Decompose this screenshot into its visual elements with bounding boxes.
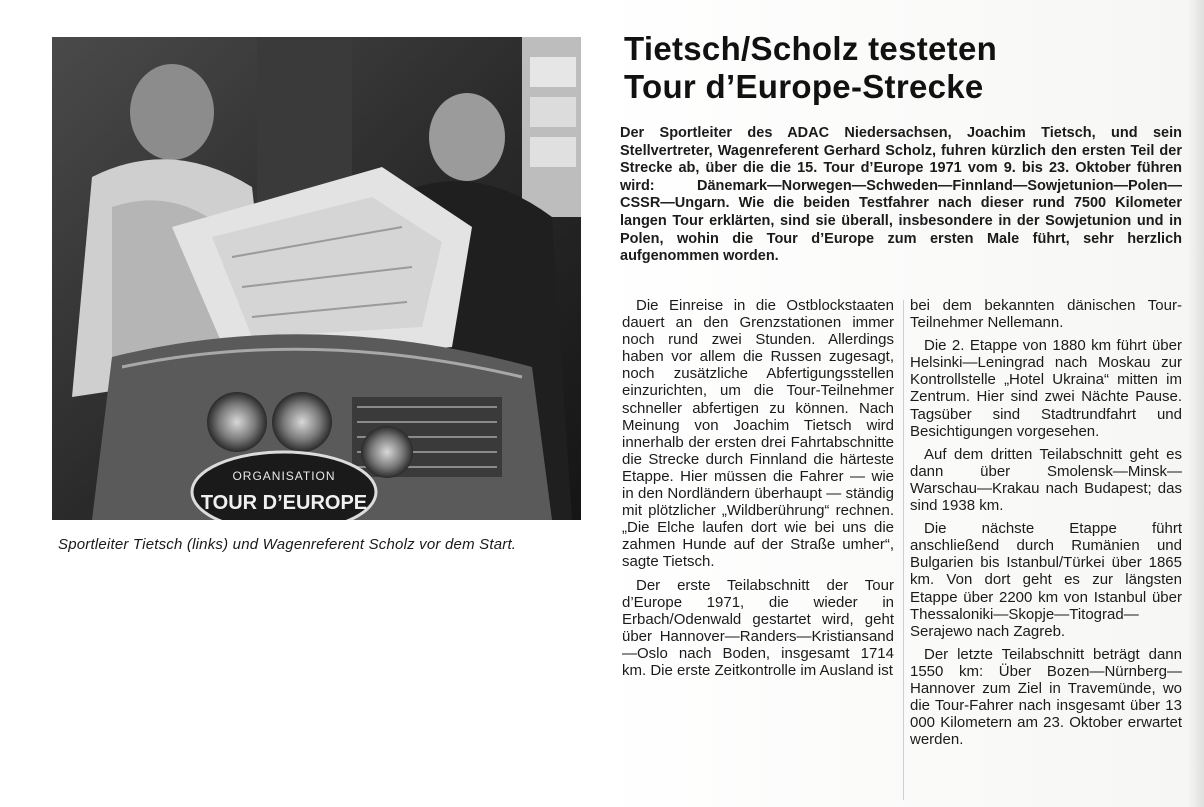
badge-top-text: ORGANISATION (232, 469, 336, 483)
article-photo (52, 37, 581, 520)
body-paragraph: Die Einreise in die Ostblockstaaten dauert an den Grenzstationen immer noch rund zwei Stunden. Allerdings haben vor allem die Russen zugesagt, noch zusätzliche Abfertigungsstellen einzurichten, um die Tour-Teilnehmer schneller abfertigen zu können. Nach Meinung von Joachim Tietsch wird innerhalb der ersten drei Fahrtabschnitte die Strecke durch Finnland die härteste Etappe. Hier müssen die Fahrer — wie in den Nordländern überhaupt — ständig mit plötzlicher „Wildberührung“ rechnen. „Die Elche laufen dort wie bei uns die zahmen Hunde auf der Straße umher“, sagte Tietsch. (622, 297, 894, 571)
body-paragraph: Die nächste Etappe führt anschließend durch Rumänien und Bulgarien bis Istanbul/Türkei über 1865 km. Von dort geht es zur längsten Etappe über 2200 km von Istanbul über Thessaloniki—Skopje—Titograd—Serajewo nach Zagreb. (910, 520, 1182, 640)
headline-line-2: Tour d’Europe-Strecke (624, 68, 984, 105)
body-paragraph: Die 2. Etappe von 1880 km führt über Helsinki—Leningrad nach Moskau zur Kontrollstelle „Hotel Ukraina“ mitten im Zentrum. Hier sind zwei Nächte Pause. Tagsüber sind Stadtrundfahrt und Besichtigungen vorgesehen. (910, 337, 1182, 440)
text-column-1 (622, 297, 894, 685)
photo-illustration (52, 37, 581, 520)
column-divider (903, 300, 904, 800)
article-headline (624, 30, 1184, 106)
body-paragraph: Auf dem dritten Teilabschnitt geht es dann über Smolensk—Minsk—Warschau—Krakau nach Budapest; das sind 1938 km. (910, 445, 1182, 515)
lead-paragraph: Der Sportleiter des ADAC Niedersachsen, Joachim Tietsch, und sein Stellvertreter, Wagenreferent Gerhard Scholz, fuhren kürzlich den ersten Teil der Strecke ab, über die die 15. Tour d’Europe 1971 vom 9. bis 23. Oktober führen wird: Dänemark—Norwegen—Schweden—Finnland—Sowjetunion—Polen—CSSR—Ungarn. Wie die beiden Testfahrer nach dieser rund 7500 Kilometer langen Tour erklärten, sind sie überall, insbesondere in der Sowjetunion und in Polen, wohin die Tour d’Europe zum ersten Male führt, sehr herzlich aufgenommen worden. (620, 125, 1182, 265)
badge-main-text: TOUR D’EUROPE (200, 492, 368, 514)
body-paragraph: Der letzte Teilabschnitt beträgt dann 1550 km: Über Bozen—Nürnberg—Hannover zum Ziel in Travemünde, wo die Tour-Fahrer nach insgesamt über 13 000 Kilometern am 23. Oktober erwartet werden. (910, 645, 1182, 749)
headline-line-1: Tietsch/Scholz testeten (624, 30, 998, 67)
body-paragraph-continued: bei dem bekannten dänischen Tour-Teilnehmer Nellemann. (910, 297, 1182, 332)
photo-caption: Sportleiter Tietsch (links) und Wagenreferent Scholz vor dem Start. (58, 536, 517, 553)
page-edge-shadow (1188, 0, 1204, 807)
text-column-2 (910, 297, 1182, 754)
body-paragraph: Der erste Teilabschnitt der Tour d’Europe 1971, die wieder in Erbach/Odenwald gestartet wird, geht über Hannover—Randers—Kristiansand—Oslo nach Boden, insgesamt 1714 km. Die erste Zeitkontrolle im Ausland ist (622, 576, 894, 679)
